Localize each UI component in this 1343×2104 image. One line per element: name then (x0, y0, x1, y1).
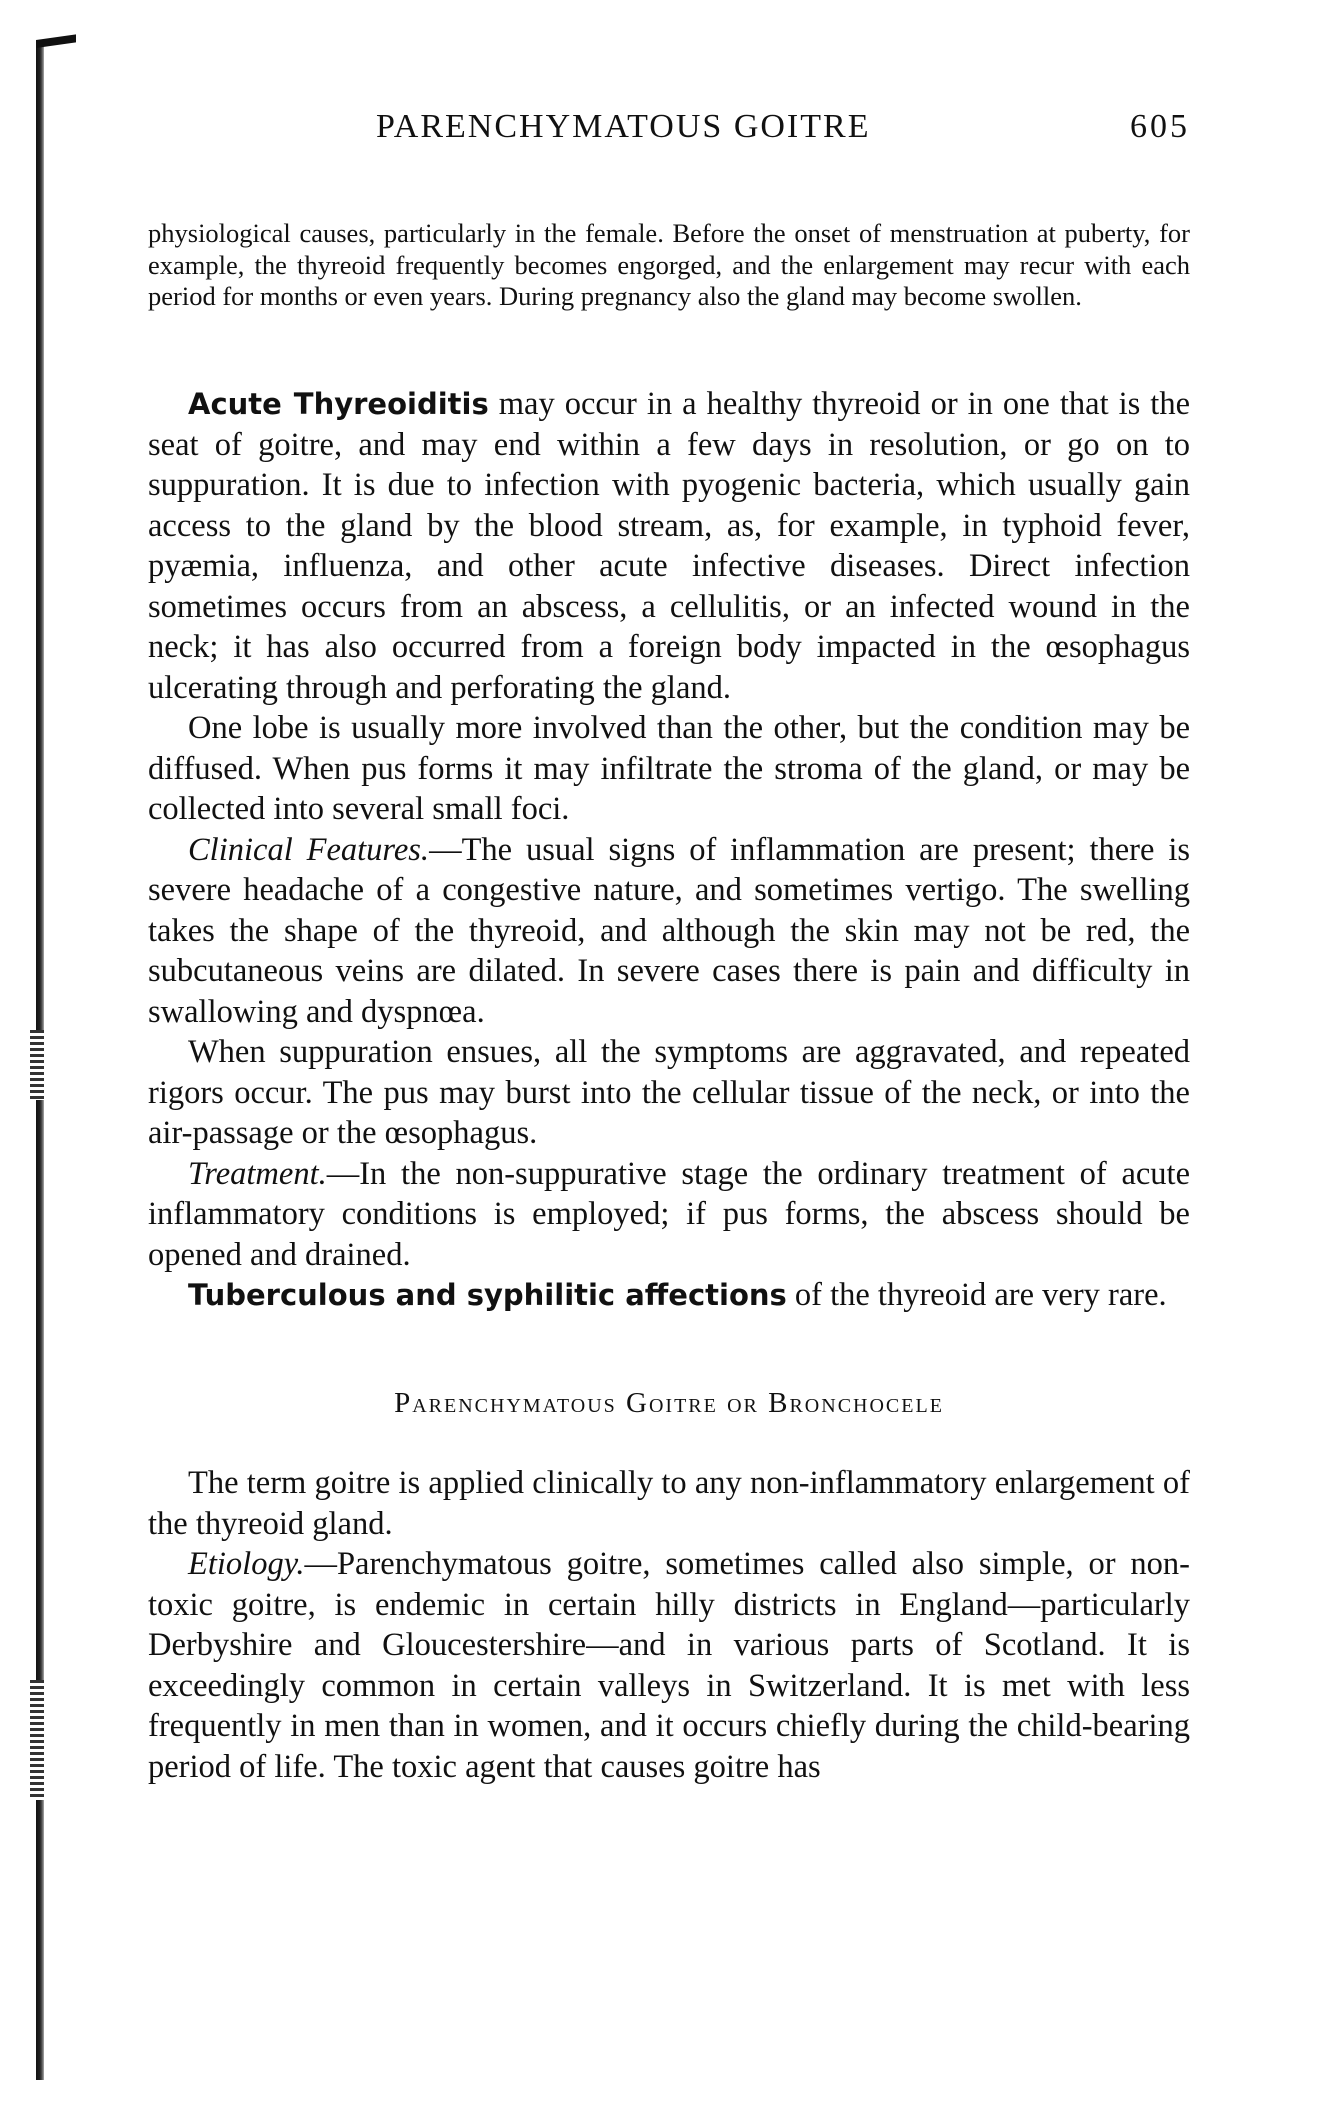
clinical-features-paragraph (148, 830, 1190, 1033)
page-number: 605 (1130, 108, 1190, 145)
binding-corner-mark (36, 34, 76, 48)
binding-speck (30, 1030, 44, 1100)
treatment-paragraph (148, 1154, 1190, 1276)
suppuration-paragraph: When suppuration ensues, all the symptoms are aggravated, and repeated rigors occur. The pus may burst into the cellular tissue of the neck, or into the air-passage or the œsophagus. (148, 1034, 1190, 1151)
acute-thyreoiditis-paragraph (148, 384, 1190, 708)
tuberculous-paragraph (148, 1275, 1190, 1316)
binding-speck (30, 1680, 44, 1800)
clinical-features-text: —The usual signs of inflammation are present; there is severe headache of a congestive nature, and sometimes vertigo. The swelling takes the shape of the thyreoid, and although the skin may not be red, the subcutaneous veins are dilated. In severe cases there is pain and difficulty in swallowing and dyspnœa. (148, 831, 1190, 1030)
lobe-paragraph: One lobe is usually more involved than the other, but the condition may be diffused. When pus forms it may infiltrate the stroma of the gland, or may be collected into several small foci. (148, 710, 1190, 827)
tuberculous-text: of the thyreoid are very rare. (794, 1277, 1167, 1313)
page-header (148, 108, 1190, 158)
definition-paragraph: The term goitre is applied clinically to any non-inflammatory enlargement of the thyreoid gland. (148, 1465, 1190, 1542)
acute-thyreoiditis-heading: Acute Thyreoiditis (188, 387, 489, 421)
etiology-paragraph (148, 1544, 1190, 1787)
acute-intro-text: may occur in a healthy thyreoid or in one that is the seat of goitre, and may end within a few days in resolution, or go on to suppuration. It is due to infection with pyogenic bacteria, which usually gain access to the gland by the blood stream, as, for example, in typhoid fever, pyæmia, influenza, and other acute infective diseases. Direct infection sometimes occurs from an abscess, a cellulitis, or an infected wound in the neck; it has also occurred from a foreign body impacted in the œsophagus ulcerating through and perforating the gland. (148, 386, 1190, 706)
continued-paragraph: physiological causes, particularly in the female. Before the onset of menstruation at puberty, for example, the thyreoid frequently becomes engorged, and the enlargement may recur with each period for months or even years. During pregnancy also the gland may become swollen. (148, 218, 1190, 311)
clinical-features-label: Clinical Features. (188, 831, 430, 868)
tuberculous-heading: Tuberculous and syphilitic affections (188, 1278, 787, 1312)
treatment-text: —In the non-suppurative stage the ordinary treatment of acute inflammatory conditions is employed; if pus forms, the abscess should be opened and drained. (148, 1155, 1190, 1273)
main-text (148, 384, 1190, 1787)
etiology-label: Etiology. (188, 1546, 305, 1582)
running-head: PARENCHYMATOUS GOITRE (376, 108, 871, 145)
section-heading: Parenchymatous Goitre or Bronchocele (394, 1386, 944, 1419)
etiology-text: —Parenchymatous goitre, sometimes called also simple, or non-toxic goitre, is endemic in certain hilly districts in England—particularly Derbyshire and Gloucestershire—and in various parts of Scotland. It is exceedingly common in certain valleys in Switzerland. It is met with less frequently in men than in women, and it occurs chiefly during the child-bearing period of life. The toxic agent that causes goitre has (148, 1546, 1190, 1785)
treatment-label: Treatment. (188, 1155, 327, 1192)
